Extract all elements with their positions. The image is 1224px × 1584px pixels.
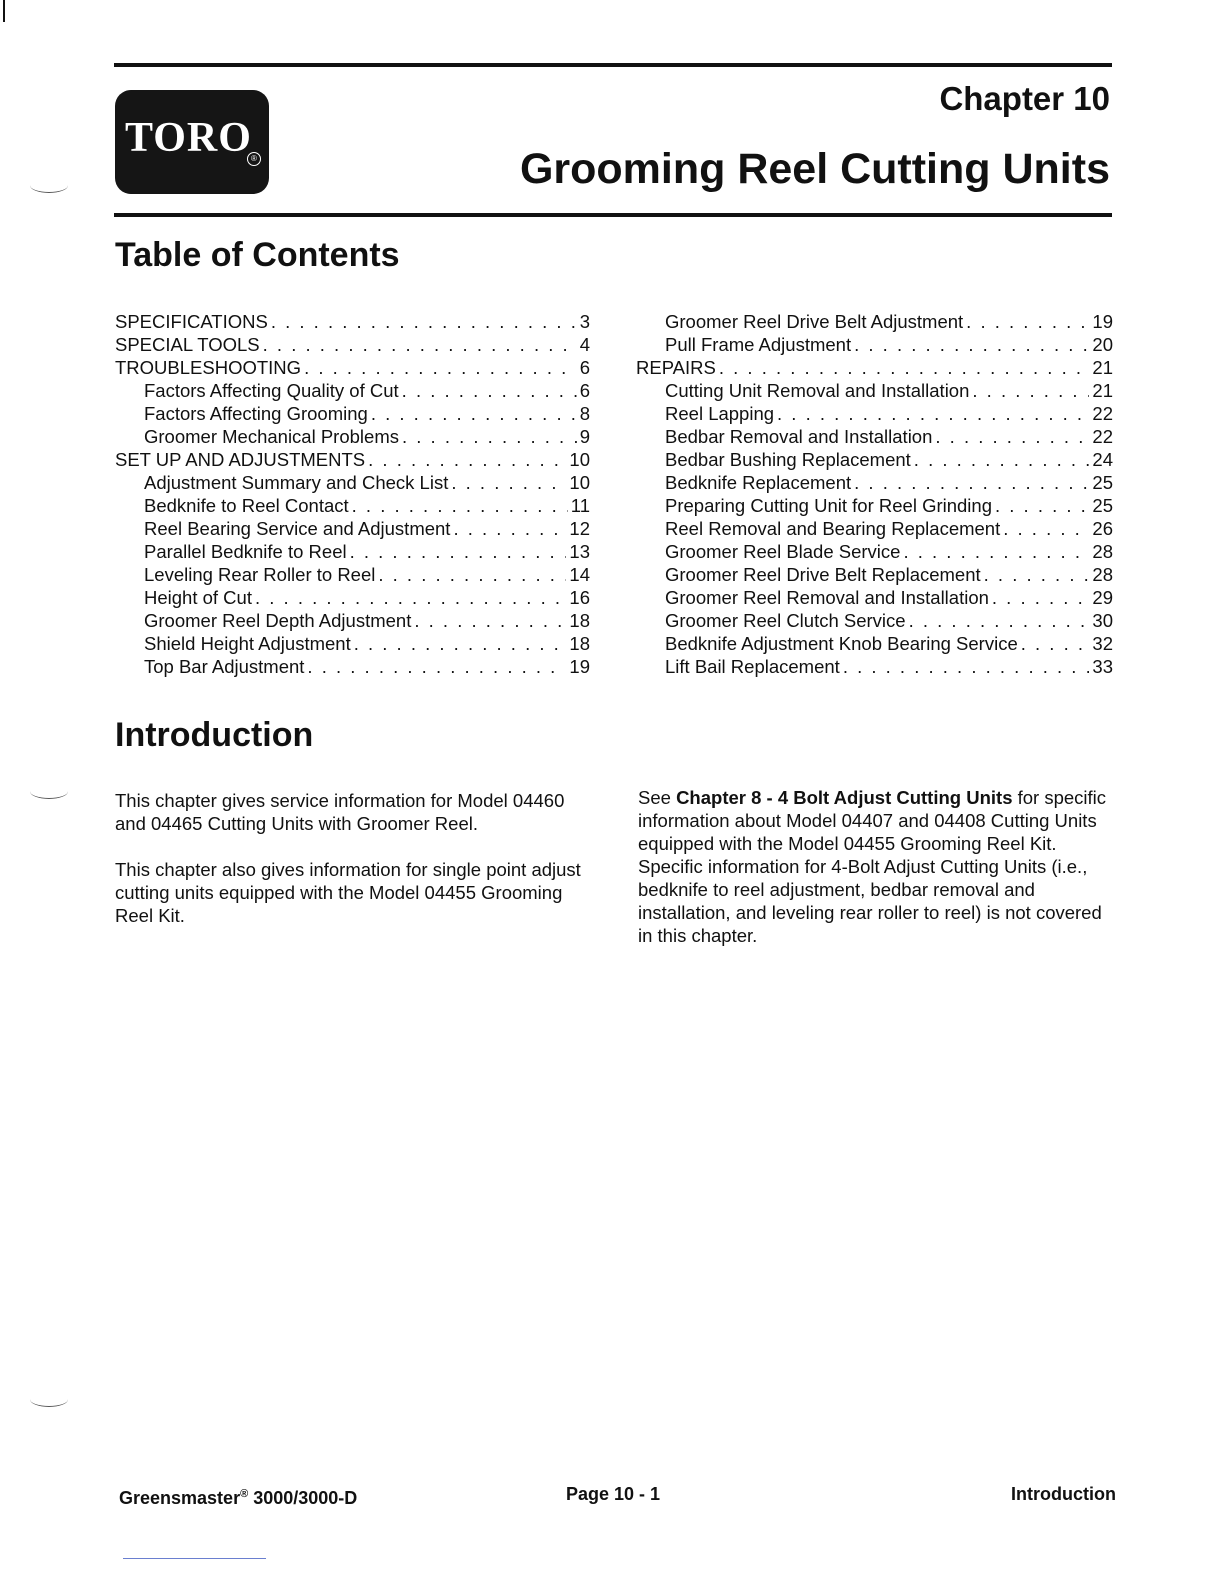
- footer-product: [119, 1488, 357, 1509]
- toc-entry-label: Height of Cut: [144, 587, 252, 608]
- toc-entry-page: 21: [1092, 357, 1113, 378]
- toc-entry-label: Factors Affecting Grooming: [144, 403, 368, 424]
- toc-entry: [636, 472, 1113, 495]
- toc-entry: [115, 334, 590, 357]
- toc-entry-page: 14: [569, 564, 590, 585]
- toc-entry-label: Bedknife to Reel Contact: [144, 495, 349, 516]
- toc-entry-page: 6: [579, 357, 590, 378]
- toc-leader-dots: [271, 311, 577, 333]
- toc-leader-dots: [992, 587, 1090, 609]
- toc-leader-dots: [1003, 518, 1089, 540]
- margin-punch-mark: [30, 178, 68, 193]
- toc-entry-page: 26: [1092, 518, 1113, 539]
- toc-leader-dots: [263, 334, 577, 356]
- toc-entry: [636, 357, 1113, 380]
- toc-entry: [115, 564, 590, 587]
- toc-entry-page: 10: [569, 472, 590, 493]
- toc-entry-label: Leveling Rear Roller to Reel: [144, 564, 376, 585]
- toc-leader-dots: [843, 656, 1090, 678]
- toc-entry-page: 32: [1092, 633, 1113, 654]
- toc-entry-page: 24: [1092, 449, 1113, 470]
- toc-entry-label: Reel Bearing Service and Adjustment: [144, 518, 451, 539]
- toc-entry: [115, 403, 590, 426]
- toc-entry-label: Lift Bail Replacement: [665, 656, 840, 677]
- toc-entry: [636, 403, 1113, 426]
- registered-mark-icon: ®: [247, 152, 261, 166]
- toc-leader-dots: [354, 633, 567, 655]
- toc-entry: [636, 449, 1113, 472]
- toc-entry-page: 6: [579, 380, 590, 401]
- toc-entry-label: Bedbar Bushing Replacement: [665, 449, 911, 470]
- toc-entry-page: 3: [579, 311, 590, 332]
- toc-leader-dots: [368, 449, 566, 471]
- intro-paragraph-1: This chapter gives service information for Model 04460 and 04465 Cutting Units with Groomer Reel.: [115, 790, 565, 834]
- toc-leader-dots: [719, 357, 1090, 379]
- toc-entry-label: Adjustment Summary and Check List: [144, 472, 449, 493]
- toc-entry: [115, 357, 590, 380]
- toc-entry-label: Bedbar Removal and Installation: [665, 426, 933, 447]
- toc-entry-page: 28: [1092, 564, 1113, 585]
- toc-leader-dots: [854, 334, 1089, 356]
- toc-entry: [115, 449, 590, 472]
- toc-leader-dots: [984, 564, 1090, 586]
- toc-leader-dots: [854, 472, 1089, 494]
- margin-punch-mark: [30, 784, 68, 799]
- toc-entry-label: REPAIRS: [636, 357, 716, 378]
- toc-leader-dots: [350, 541, 567, 563]
- toc-entry: [115, 656, 590, 679]
- toc-leader-dots: [451, 472, 566, 494]
- toc-entry: [115, 633, 590, 656]
- toc-leader-dots: [304, 357, 577, 379]
- toc-entry: [636, 564, 1113, 587]
- toc-leader-dots: [972, 380, 1089, 402]
- toc-entry-label: Groomer Reel Blade Service: [665, 541, 901, 562]
- toc-left-column: [115, 311, 590, 679]
- toc-entry-label: Groomer Reel Removal and Installation: [665, 587, 989, 608]
- toc-entry-page: 18: [569, 633, 590, 654]
- toc-entry: [636, 334, 1113, 357]
- logo-text: TORO: [125, 115, 252, 161]
- toc-entry-page: 25: [1092, 495, 1113, 516]
- para3-body: for specific information about Model 04407 and 04408 Cutting Units equipped with the Model 04455 Grooming Reel Kit. Specific information for 4-Bolt Adjust Cutting Units (i.e., bedknife to reel adjustment, bedbar removal and installation, and leveling rear roller to reel) is not covered in this chapter.: [638, 787, 1107, 946]
- introduction-heading: Introduction: [115, 716, 314, 754]
- header-rule-top: [114, 63, 1112, 67]
- toc-entry-label: Groomer Reel Drive Belt Adjustment: [665, 311, 964, 332]
- toc-entry-page: 10: [569, 449, 590, 470]
- toc-entry-label: Bedknife Replacement: [665, 472, 852, 493]
- footer-product-model: 3000/3000-D: [248, 1488, 358, 1508]
- toc-entry-label: Top Bar Adjustment: [144, 656, 305, 677]
- toc-entry-page: 21: [1092, 380, 1113, 401]
- toc-entry: [115, 380, 590, 403]
- toc-entry-label: Cutting Unit Removal and Installation: [665, 380, 970, 401]
- toc-leader-dots: [909, 610, 1090, 632]
- footer-section: Introduction: [1011, 1484, 1116, 1504]
- toc-entry-page: 22: [1092, 426, 1113, 447]
- toc-entry-label: Factors Affecting Quality of Cut: [144, 380, 399, 401]
- para3-prefix: See: [638, 787, 677, 808]
- toc-leader-dots: [777, 403, 1089, 425]
- toc-entry-label: Groomer Reel Depth Adjustment: [144, 610, 412, 631]
- toc-entry-page: 11: [570, 495, 590, 516]
- toc-leader-dots: [914, 449, 1090, 471]
- toro-logo: [115, 90, 269, 194]
- toc-entry-label: SPECIFICATIONS: [115, 311, 268, 332]
- toc-entry: [636, 518, 1113, 541]
- footer-product-name: Greensmaster: [119, 1488, 241, 1508]
- toc-entry-label: Parallel Bedknife to Reel: [144, 541, 347, 562]
- toc-entry-page: 9: [579, 426, 590, 447]
- toc-leader-dots: [307, 656, 566, 678]
- toc-leader-dots: [255, 587, 566, 609]
- toc-leader-dots: [402, 380, 577, 402]
- toc-entry-page: 33: [1092, 656, 1113, 677]
- toc-entry: [115, 472, 590, 495]
- toc-entry-page: 8: [579, 403, 590, 424]
- edge-tick-mark: [3, 0, 5, 22]
- toc-entry: [636, 656, 1113, 679]
- chapter-label: Chapter 10: [939, 80, 1110, 117]
- toc-entry-page: 19: [569, 656, 590, 677]
- toc-entry-label: Preparing Cutting Unit for Reel Grinding: [665, 495, 992, 516]
- toc-leader-dots: [378, 564, 566, 586]
- margin-punch-mark: [30, 1392, 68, 1407]
- toc-entry-label: Bedknife Adjustment Knob Bearing Service: [665, 633, 1018, 654]
- toc-leader-dots: [352, 495, 568, 517]
- toc-entry-page: 4: [579, 334, 590, 355]
- footer-page-number: Page 10 - 1: [566, 1484, 661, 1504]
- toc-entry-page: 19: [1092, 311, 1113, 332]
- header-rule-bottom: [114, 213, 1112, 217]
- toc-leader-dots: [1021, 633, 1090, 655]
- bottom-edge-line: [123, 1558, 266, 1559]
- toc-entry-label: Groomer Reel Clutch Service: [665, 610, 906, 631]
- toc-entry-page: 13: [569, 541, 590, 562]
- toc-entry-label: SET UP AND ADJUSTMENTS: [115, 449, 366, 470]
- toc-entry: [636, 495, 1113, 518]
- toc-leader-dots: [402, 426, 577, 448]
- toc-leader-dots: [453, 518, 566, 540]
- toc-entry-label: Pull Frame Adjustment: [665, 334, 852, 355]
- toc-entry: [636, 633, 1113, 656]
- toc-entry-label: Shield Height Adjustment: [144, 633, 351, 654]
- toc-entry-page: 30: [1092, 610, 1113, 631]
- toc-entry: [115, 541, 590, 564]
- toc-entry: [115, 518, 590, 541]
- toc-entry-page: 18: [569, 610, 590, 631]
- toc-entry: [636, 541, 1113, 564]
- toc-entry: [636, 426, 1113, 449]
- toc-entry: [636, 587, 1113, 610]
- toc-entry-page: 16: [569, 587, 590, 608]
- toc-entry: [636, 610, 1113, 633]
- intro-paragraph-2: This chapter also gives information for single point adjust cutting units equipped with the Model 04455 Grooming Reel Kit.: [115, 859, 581, 926]
- toc-entry: [115, 426, 590, 449]
- toc-leader-dots: [371, 403, 577, 425]
- toc-leader-dots: [903, 541, 1089, 563]
- toc-entry-label: Groomer Mechanical Problems: [144, 426, 399, 447]
- chapter-title: Grooming Reel Cutting Units: [519, 145, 1110, 193]
- toc-entry-label: Groomer Reel Drive Belt Replacement: [665, 564, 981, 585]
- footer-registered-mark: ®: [240, 1488, 249, 1500]
- toc-entry-page: 25: [1092, 472, 1113, 493]
- toc-entry-label: TROUBLESHOOTING: [115, 357, 302, 378]
- toc-entry-page: 20: [1092, 334, 1113, 355]
- toc-leader-dots: [414, 610, 566, 632]
- toc-leader-dots: [935, 426, 1089, 448]
- toc-entry-label: SPECIAL TOOLS: [115, 334, 260, 355]
- chapter-8-reference: Chapter 8 - 4 Bolt Adjust Cutting Units: [676, 787, 1013, 808]
- toc-entry-label: Reel Lapping: [665, 403, 775, 424]
- toc-entry: [115, 610, 590, 633]
- toc-leader-dots: [966, 311, 1089, 333]
- toc-entry: [115, 495, 590, 518]
- toc-entry-page: 28: [1092, 541, 1113, 562]
- toc-right-column: [636, 311, 1113, 679]
- toc-leader-dots: [995, 495, 1089, 517]
- intro-paragraph-3: [638, 786, 1116, 947]
- toc-entry: [636, 311, 1113, 334]
- toc-entry-page: 22: [1092, 403, 1113, 424]
- toc-entry: [115, 311, 590, 334]
- toc-entry-label: Reel Removal and Bearing Replacement: [665, 518, 1001, 539]
- toc-entry: [115, 587, 590, 610]
- toc-entry-page: 12: [569, 518, 590, 539]
- toc-entry-page: 29: [1092, 587, 1113, 608]
- toc-heading: Table of Contents: [115, 236, 400, 274]
- toc-entry: [636, 380, 1113, 403]
